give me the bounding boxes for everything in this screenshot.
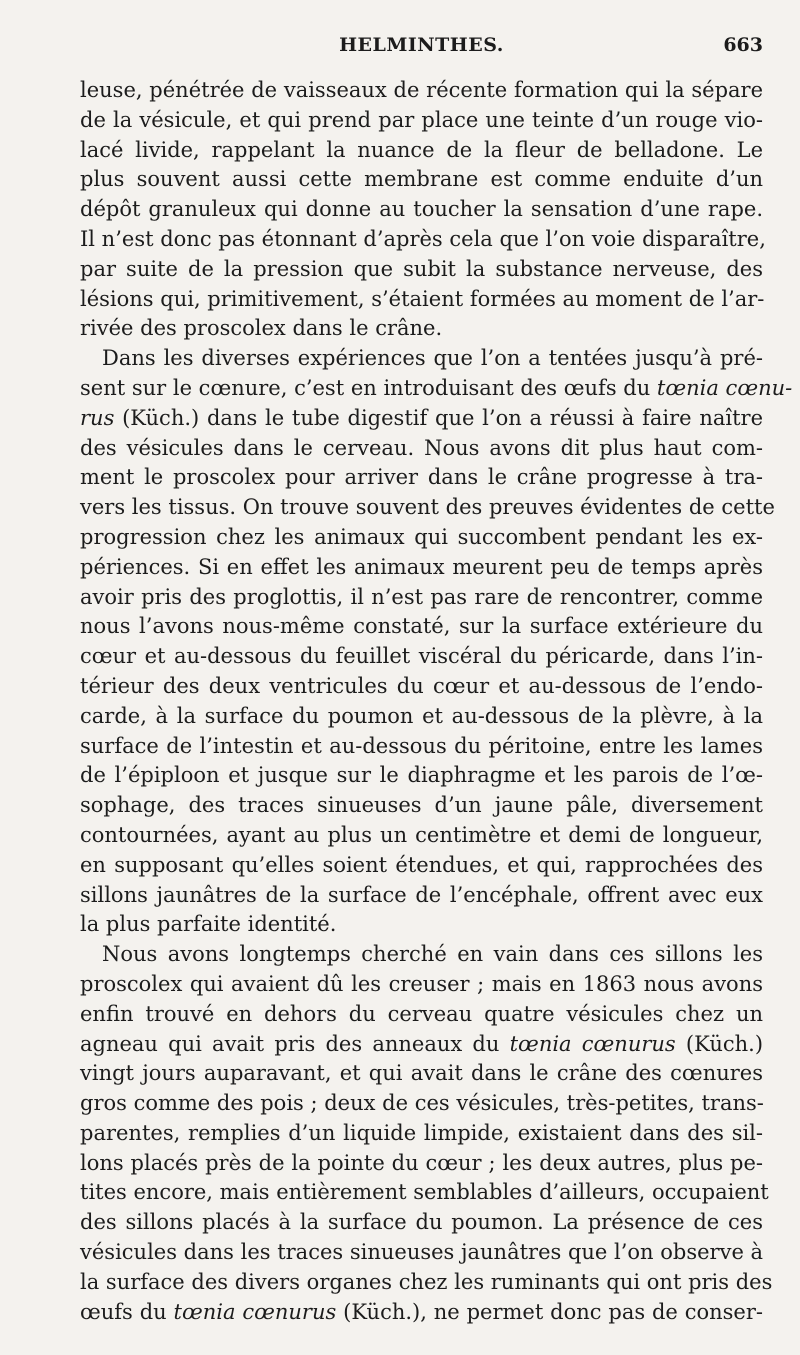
text-line [80, 523, 763, 553]
text-line [80, 1238, 763, 1268]
line-text: œufs du [80, 1299, 174, 1324]
text-line [80, 970, 763, 1000]
body-text [80, 76, 793, 1327]
page-number: 663 [723, 34, 763, 56]
text-line [80, 344, 763, 374]
line-text: tites encore, mais entièrement semblables d’ailleurs, occupaient [80, 1180, 769, 1205]
line-text: agneau qui avait pris des anneaux du [80, 1031, 510, 1056]
line-text-after: (Küch.) dans le tube digestif que l’on a réussi à faire naître [114, 405, 763, 430]
text-line [80, 374, 793, 404]
text-line [80, 821, 763, 851]
text-line [80, 314, 763, 344]
italic-term: tœnia cœnurus [173, 1299, 337, 1324]
text-line [80, 1089, 763, 1119]
text-line [80, 165, 763, 195]
text-line [80, 136, 763, 166]
text-line [80, 791, 763, 821]
text-line [80, 851, 763, 881]
text-line [80, 910, 763, 940]
line-text: lésions qui, primitivement, s’étaient formées au moment de l’ar- [80, 286, 765, 311]
line-text: vingt jours auparavant, et qui avait dans le crâne des cœnures [80, 1061, 763, 1086]
text-line [80, 1268, 773, 1298]
line-text: par suite de la pression que subit la substance nerveuse, des [80, 256, 763, 281]
line-text: en supposant qu’elles soient étendues, et qui, rapprochées des [80, 852, 763, 877]
text-line [80, 1298, 763, 1328]
italic-term: tœnia cœnurus [509, 1031, 676, 1056]
line-text: cœur et au-dessous du feuillet viscéral du péricarde, dans l’in- [80, 644, 763, 669]
line-text: sophage, des traces sinueuses d’un jaune pâle, diversement [80, 793, 763, 818]
text-line [80, 940, 763, 970]
line-text: rivée des proscolex dans le crâne. [80, 316, 443, 341]
line-text: des vésicules dans le cerveau. Nous avons dit plus haut com- [80, 435, 763, 460]
line-text: lons placés près de la pointe du cœur ; les deux autres, plus pe- [80, 1150, 763, 1175]
line-text: contournées, ayant au plus un centimètre et demi de longueur, [80, 822, 763, 847]
line-text: la surface des divers organes chez les ruminants qui ont pris des [80, 1269, 773, 1294]
line-text: des sillons placés à la surface du poumon. La présence de ces [80, 1210, 763, 1235]
text-line [80, 225, 766, 255]
text-line [80, 1178, 769, 1208]
text-line [80, 761, 763, 791]
line-text: carde, à la surface du poumon et au-dessous de la plèvre, à la [80, 703, 763, 728]
text-line [80, 493, 775, 523]
line-text: lacé livide, rappelant la nuance de la fleur de belladone. Le [80, 137, 763, 162]
line-text: enfin trouvé en dehors du cerveau quatre vésicules chez un [80, 1001, 763, 1026]
text-line [80, 1059, 763, 1089]
line-text: de la vésicule, et qui prend par place une teinte d’un rouge vio- [80, 107, 763, 132]
text-line [80, 463, 763, 493]
text-line [80, 1208, 763, 1238]
running-head: HELMINTHES. [339, 34, 504, 56]
line-text: nous l’avons nous-même constaté, sur la surface extérieure du [80, 614, 763, 639]
text-line [80, 672, 763, 702]
line-text: de l’épiploon et jusque sur le diaphragme et les parois de l’œ- [80, 763, 763, 788]
text-line [80, 1030, 763, 1060]
line-text: périences. Si en effet les animaux meurent peu de temps après [80, 554, 763, 579]
text-line [80, 434, 763, 464]
text-line [80, 1000, 763, 1030]
text-line [80, 106, 763, 136]
line-text: proscolex qui avaient dû les creuser ; mais en 1863 nous avons [80, 971, 763, 996]
text-line [80, 1149, 763, 1179]
line-text: surface de l’intestin et au-dessous du péritoine, entre les lames [80, 733, 763, 758]
line-text: ment le proscolex pour arriver dans le crâne progresse à tra- [80, 465, 763, 490]
line-text: dépôt granuleux qui donne au toucher la sensation d’une rape. [80, 197, 763, 222]
line-text: Nous avons longtemps cherché en vain dans ces sillons les [102, 942, 763, 967]
text-line [80, 612, 763, 642]
text-line [80, 642, 763, 672]
line-text: progression chez les animaux qui succombent pendant les ex- [80, 524, 763, 549]
line-text: sent sur le cœnure, c’est en introduisant des œufs du [80, 375, 657, 400]
text-line [80, 76, 763, 106]
text-line [80, 702, 763, 732]
page-header [80, 34, 763, 60]
text-line [80, 255, 763, 285]
line-text: plus souvent aussi cette membrane est comme enduite d’un [80, 167, 763, 192]
text-line [80, 732, 763, 762]
text-line [80, 553, 763, 583]
text-line [80, 285, 763, 315]
line-text: vésicules dans les traces sinueuses jaunâtres que l’on observe à [80, 1240, 764, 1265]
line-text: la plus parfaite identité. [80, 912, 337, 937]
line-text: parentes, remplies d’un liquide limpide, existaient dans des sil- [80, 1120, 763, 1145]
text-line [80, 583, 763, 613]
text-line [80, 195, 763, 225]
line-text: vers les tissus. On trouve souvent des preuves évidentes de cette [80, 495, 775, 520]
line-text-after: (Küch.), ne permet donc pas de conser- [336, 1299, 763, 1324]
italic-term: tœnia cœnu- [656, 375, 793, 400]
text-line [80, 1119, 763, 1149]
line-text: leuse, pénétrée de vaisseaux de récente formation qui la sépare [80, 78, 763, 102]
text-line [80, 881, 763, 911]
line-text: Il n’est donc pas étonnant d’après cela que l’on voie disparaître, [80, 226, 766, 251]
line-text: Dans les diverses expériences que l’on a tentées jusqu’à pré- [102, 346, 763, 371]
line-text: gros comme des pois ; deux de ces vésicules, très-petites, trans- [80, 1091, 764, 1116]
line-text-after: (Küch.) [675, 1031, 764, 1056]
italic-term: rus [80, 405, 115, 430]
line-text: térieur des deux ventricules du cœur et au-dessous de l’endo- [80, 673, 763, 698]
text-line [80, 404, 763, 434]
line-text: sillons jaunâtres de la surface de l’encéphale, offrent avec eux [80, 882, 763, 907]
line-text: avoir pris des proglottis, il n’est pas rare de rencontrer, comme [80, 584, 763, 609]
